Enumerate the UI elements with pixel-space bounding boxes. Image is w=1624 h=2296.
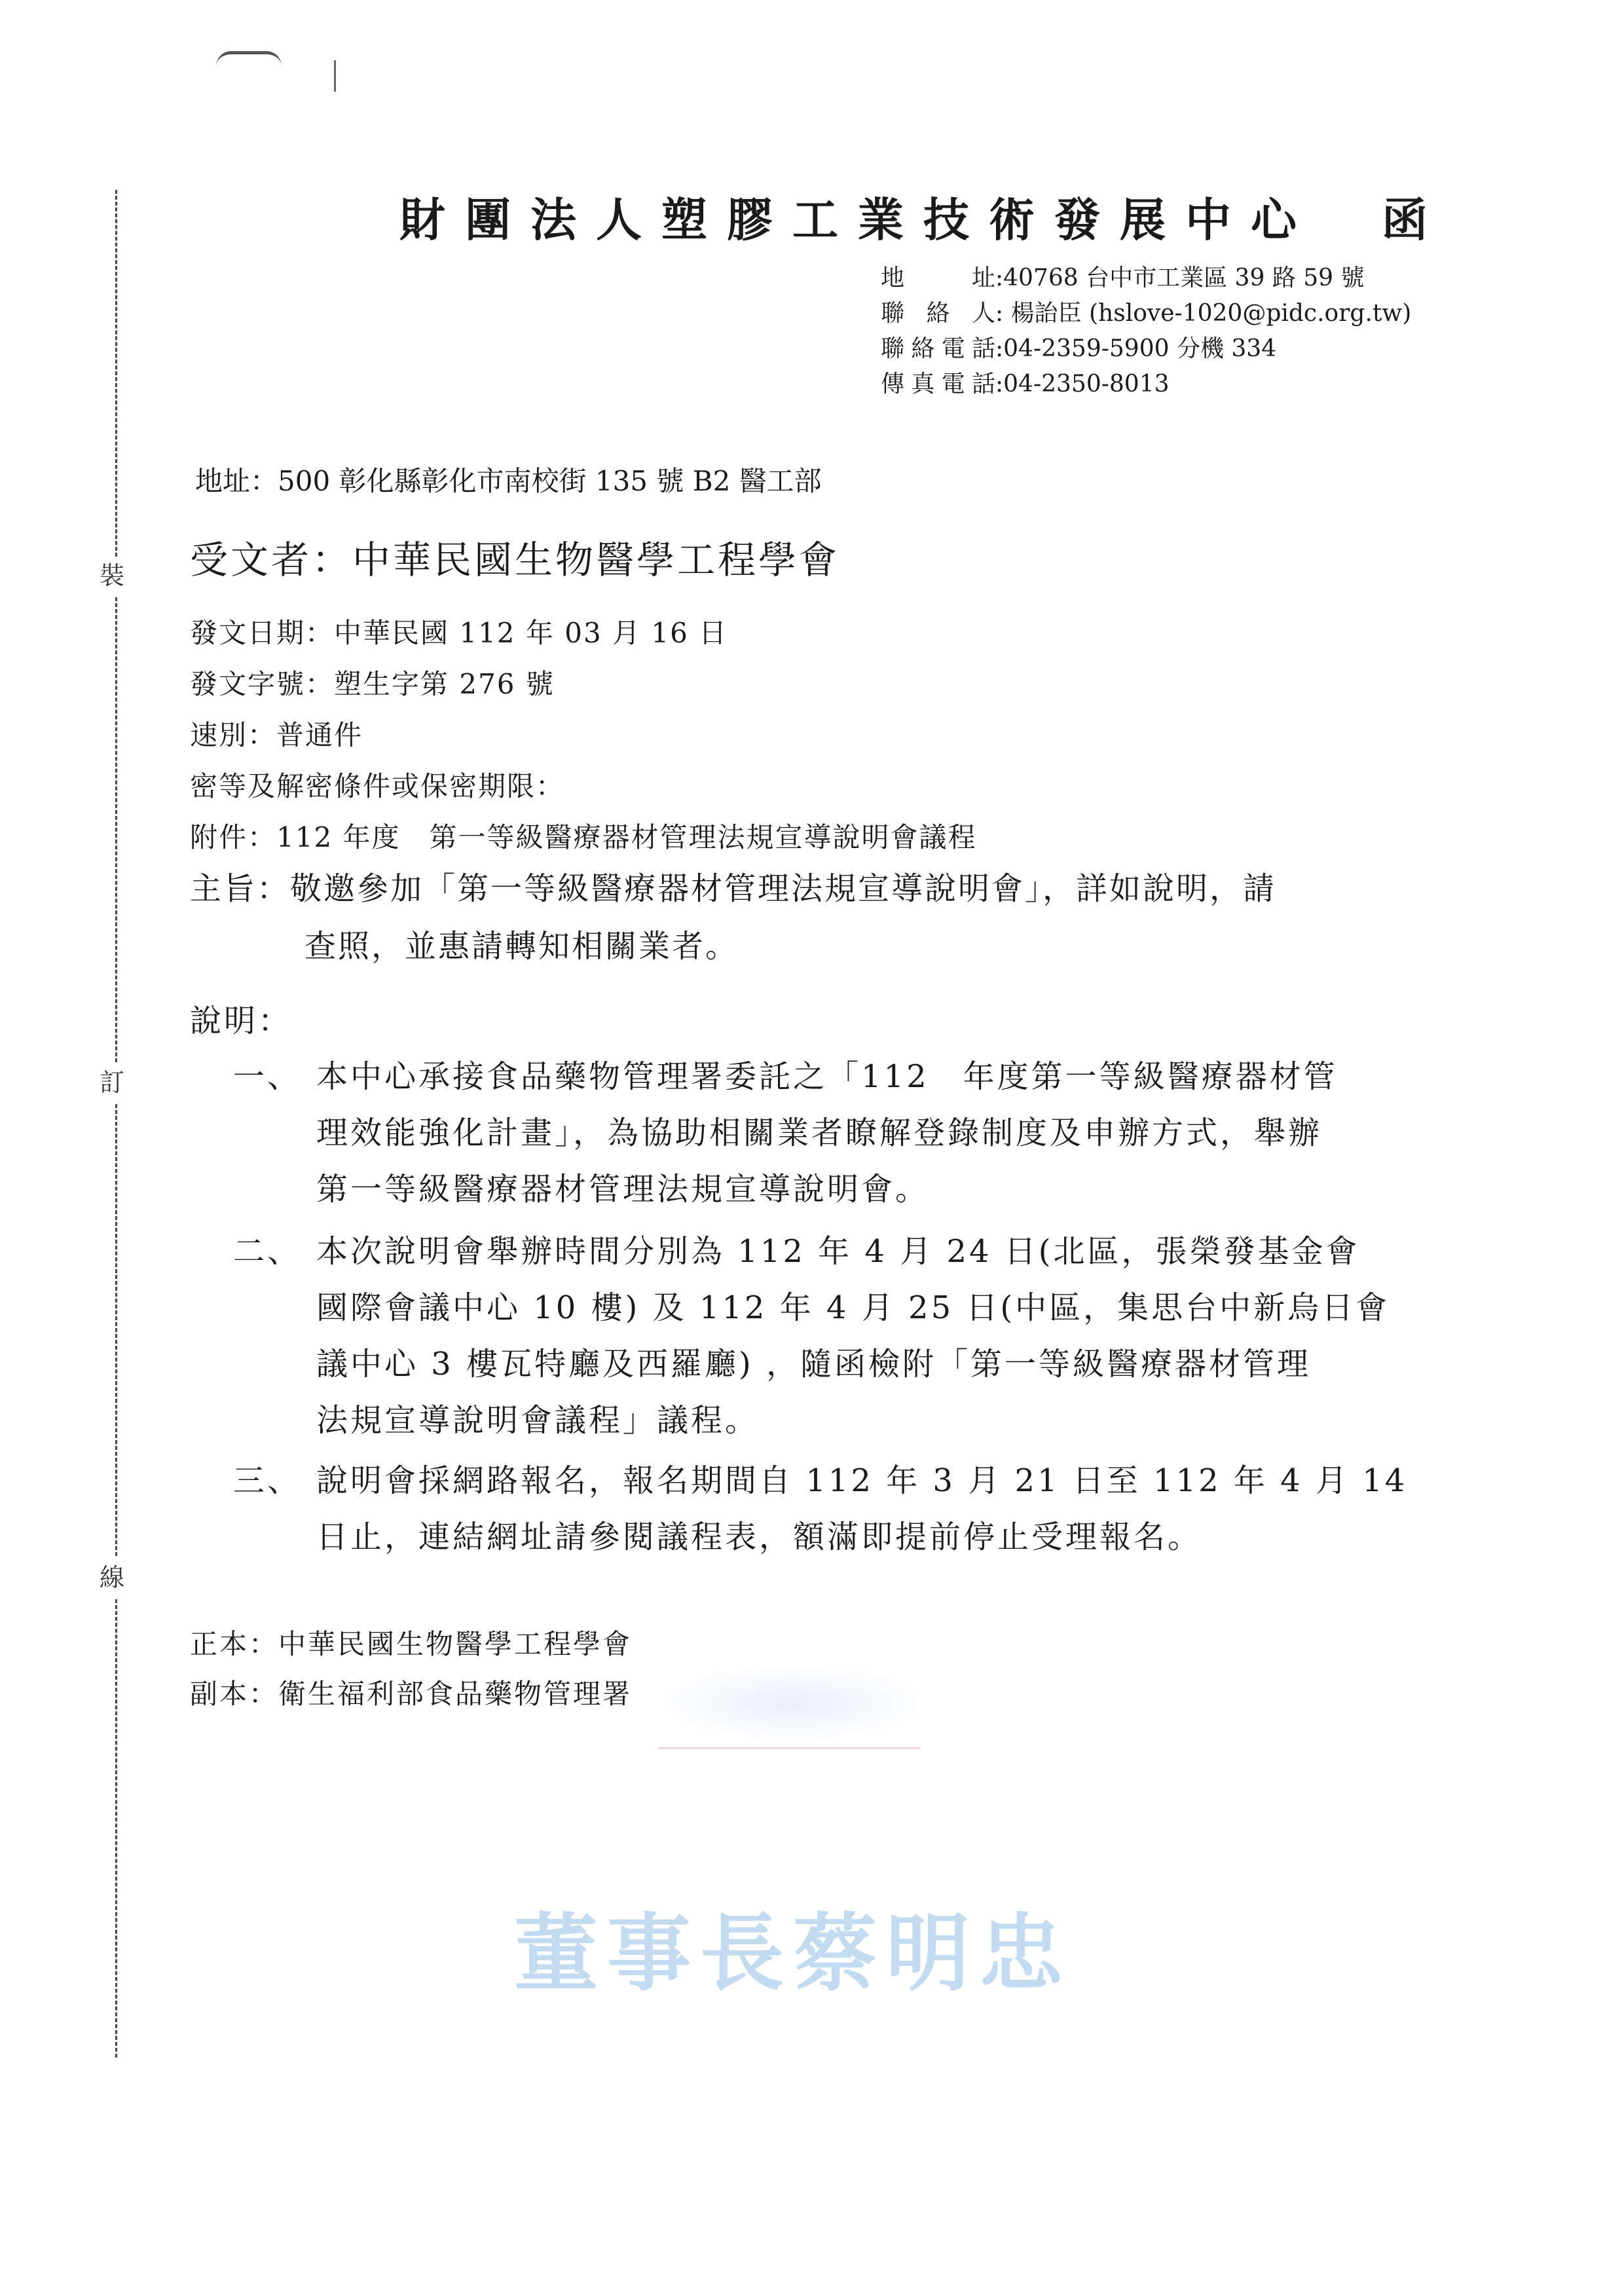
binding-dashed-line — [115, 1104, 117, 1556]
recipient-address: 地址：500 彰化縣彰化市南校街 135 號 B2 醫工部 — [195, 465, 822, 497]
copy-recipient: 副本：衛生福利部食品藥物管理署 — [190, 1678, 633, 1710]
subject-line: 主旨：敬邀參加「第一等級醫療器材管理法規宣導說明會」，詳如說明，請 — [190, 870, 1277, 907]
issue-date: 發文日期：中華民國 112 年 03 月 16 日 — [190, 617, 728, 649]
faint-stamp-mark — [658, 1747, 920, 1749]
document-title: 財團法人塑膠工業技術發展中心 函 — [399, 193, 1447, 247]
contact-label: 地址 — [881, 265, 995, 291]
classification: 密等及解密條件或保密期限： — [190, 770, 565, 802]
explanation-line: 說明會採網路報名，報名期間自 112 年 3 月 21 日至 112 年 4 月 14 — [316, 1462, 1408, 1499]
subject-line: 查照，並惠請轉知相關業者。 — [304, 928, 739, 965]
contact-value: :04-2350-8013 — [995, 371, 1170, 398]
explanation-item-number: 一、 — [233, 1058, 302, 1095]
contact-label: 聯絡電話 — [881, 335, 995, 362]
attachment: 附件：112 年度 第一等級醫療器材管理法規宣導說明會議程 — [190, 821, 977, 853]
contact-value: : 楊詒臣 (hslove-1020@pidc.org.tw) — [995, 300, 1412, 327]
explanation-line: 理效能強化計畫」，為協助相關業者瞭解登錄制度及申辦方式，舉辦 — [316, 1115, 1323, 1151]
explanation-item-number: 三、 — [233, 1462, 302, 1499]
binding-char-bottom: 線 — [100, 1563, 125, 1592]
chairman-seal: 董事長蔡明忠 — [514, 1905, 1073, 2003]
explanation-line: 第一等級醫療器材管理法規宣導說明會。 — [316, 1171, 930, 1208]
contact-fax — [881, 365, 1170, 399]
explanation-line: 本次說明會舉辦時間分別為 112 年 4 月 24 日(北區，張榮發基金會 — [316, 1233, 1360, 1270]
explanation-line: 本中心承接食品藥物管理署委託之「112 年度第一等級醫療器材管 — [316, 1058, 1338, 1095]
binding-dashed-line — [115, 190, 117, 557]
original-recipient: 正本：中華民國生物醫學工程學會 — [190, 1628, 633, 1660]
binding-dashed-line — [115, 1599, 117, 2058]
binding-dashed-line — [115, 597, 117, 1062]
binding-char-top: 裝 — [100, 561, 125, 590]
explanation-item-number: 二、 — [233, 1233, 302, 1270]
explanation-line: 日止，連結網址請參閱議程表，額滿即提前停止受理報名。 — [316, 1519, 1202, 1555]
faint-stamp-mark — [655, 1663, 930, 1742]
contact-label: 聯絡人 — [881, 300, 995, 327]
contact-address — [881, 259, 1365, 293]
contact-value: :40768 台中市工業區 39 路 59 號 — [995, 265, 1365, 291]
explanation-line: 議中心 3 樓瓦特廳及西羅廳) ，隨函檢附「第一等級醫療器材管理 — [316, 1346, 1312, 1382]
scan-artifact — [334, 60, 336, 92]
delivery-speed: 速別：普通件 — [190, 719, 363, 751]
binding-char-middle: 訂 — [100, 1068, 125, 1097]
explanation-heading: 說明： — [190, 1003, 293, 1039]
contact-phone — [881, 330, 1276, 363]
explanation-line: 法規宣導說明會議程」議程。 — [316, 1402, 760, 1439]
explanation-line: 國際會議中心 10 樓) 及 112 年 4 月 25 日(中區，集思台中新烏日會 — [316, 1289, 1390, 1326]
contact-value: :04-2359-5900 分機 334 — [995, 335, 1277, 362]
scan-artifact — [216, 51, 282, 66]
contact-person — [881, 295, 1411, 328]
recipient: 受文者：中華民國生物醫學工程學會 — [190, 538, 840, 582]
contact-label: 傳真電話 — [881, 371, 995, 398]
document-number: 發文字號：塑生字第 276 號 — [190, 668, 555, 700]
